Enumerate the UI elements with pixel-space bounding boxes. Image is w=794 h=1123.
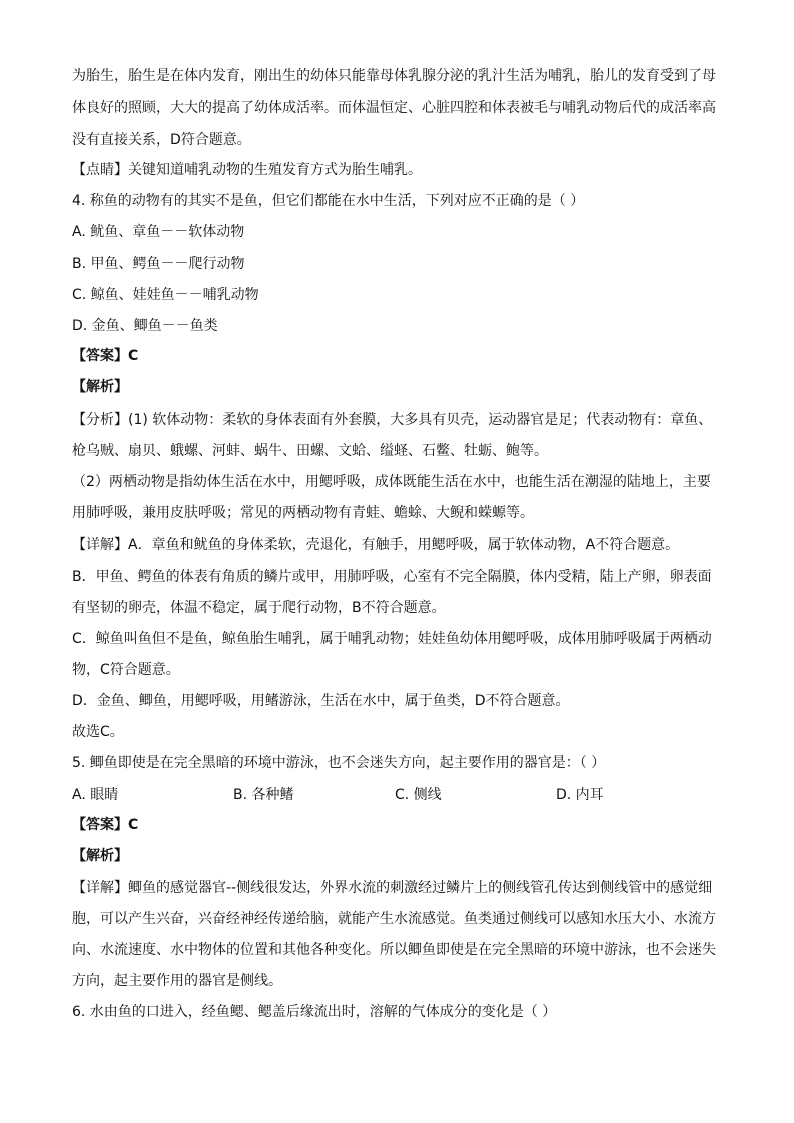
text-line: 【分析】(1) 软体动物：柔软的身体表面有外套膜，大多具有贝壳，运动器官是足；代表动物有：章鱼、 [72, 412, 713, 428]
question-6: 6. 水由鱼的口进入，经鱼鳃、鳃盖后缘流出时，溶解的气体成分的变化是（ ） [72, 1004, 557, 1020]
text-line: D．金鱼、鲫鱼，用鳃呼吸，用鳍游泳，生活在水中，属于鱼类，D不符合题意。 [72, 693, 570, 709]
text-line: 胞，可以产生兴奋，兴奋经神经传递给脑，就能产生水流感觉。鱼类通过侧线可以感知水压大小、水流方 [72, 911, 716, 927]
text-line: 【详解】A．章鱼和鱿鱼的身体柔软，壳退化，有触手，用鳃呼吸，属于软体动物，A不符合题意。 [72, 537, 680, 553]
q4-option-d: D. 金鱼、鲫鱼－－鱼类 [72, 318, 218, 334]
q5-option-a: A. 眼睛 [72, 787, 119, 803]
text-line: 故选C。 [72, 724, 124, 740]
text-line: C．鲸鱼叫鱼但不是鱼，鲸鱼胎生哺乳，属于哺乳动物；娃娃鱼幼体用鳃呼吸，成体用肺呼吸属于两栖动 [72, 631, 712, 647]
q4-option-b: B. 甲鱼、鳄鱼－－爬行动物 [72, 256, 245, 272]
q4-option-c: C. 鲸鱼、娃娃鱼－－哺乳动物 [72, 287, 259, 303]
text-line: 体良好的照顾，大大的提高了幼体成活率。而体温恒定、心脏四腔和体表被毛与哺乳动物后代的成活率高 [72, 100, 716, 116]
q5-option-d: D. 内耳 [556, 787, 604, 803]
q5-option-b: B. 各种鳍 [233, 787, 294, 803]
text-line: 物，C符合题意。 [72, 662, 180, 678]
q4-option-a: A. 鱿鱼、章鱼－－软体动物 [72, 224, 245, 240]
tip-line: 【点睛】关键知道哺乳动物的生殖发育方式为胎生哺乳。 [72, 162, 422, 178]
q5-analysis-heading: 【解析】 [72, 848, 128, 864]
text-line: 【详解】鲫鱼的感觉器官--侧线很发达，外界水流的刺激经过鳞片上的侧线管孔传达到侧线管中的感觉细 [72, 880, 713, 896]
text-line: 向、水流速度、水中物体的位置和其他各种变化。所以鲫鱼即使是在完全黑暗的环境中游泳，也不会迷失 [72, 942, 716, 958]
q4-answer: 【答案】C [72, 348, 139, 364]
question-4: 4. 称鱼的动物有的其实不是鱼，但它们都能在水中生活，下列对应不正确的是（ ） [72, 193, 585, 209]
text-line: B．甲鱼、鳄鱼的体表有角质的鳞片或甲，用肺呼吸，心室有不完全隔膜，体内受精，陆上产卵，卵表面 [72, 569, 712, 585]
text-line: 用肺呼吸，兼用皮肤呼吸；常见的两栖动物有青蛙、蟾蜍、大鲵和蝾螈等。 [72, 505, 534, 521]
q5-option-c: C. 侧线 [395, 787, 442, 803]
question-5: 5. 鲫鱼即使是在完全黑暗的环境中游泳，也不会迷失方向，起主要作用的器官是：（ ） [72, 755, 606, 771]
text-line: （2）两栖动物是指幼体生活在水中，用鳃呼吸，成体既能生活在水中，也能生活在潮湿的陆地上，主要 [72, 474, 711, 490]
q4-analysis-heading: 【解析】 [72, 379, 128, 395]
text-line: 没有直接关系，D符合题意。 [72, 132, 251, 148]
text-line: 有坚韧的卵壳，体温不稳定，属于爬行动物，B不符合题意。 [72, 600, 446, 616]
text-line: 枪乌贼、扇贝、蛾螺、河蚌、蜗牛、田螺、文蛤、缢蛏、石鳖、牡蛎、鲍等。 [72, 443, 548, 459]
text-line: 为胎生，胎生是在体内发育，刚出生的幼体只能靠母体乳腺分泌的乳汁生活为哺乳，胎儿的发育受到了母 [72, 68, 716, 84]
text-line: 方向，起主要作用的器官是侧线。 [72, 973, 282, 989]
q5-answer: 【答案】C [72, 817, 139, 833]
